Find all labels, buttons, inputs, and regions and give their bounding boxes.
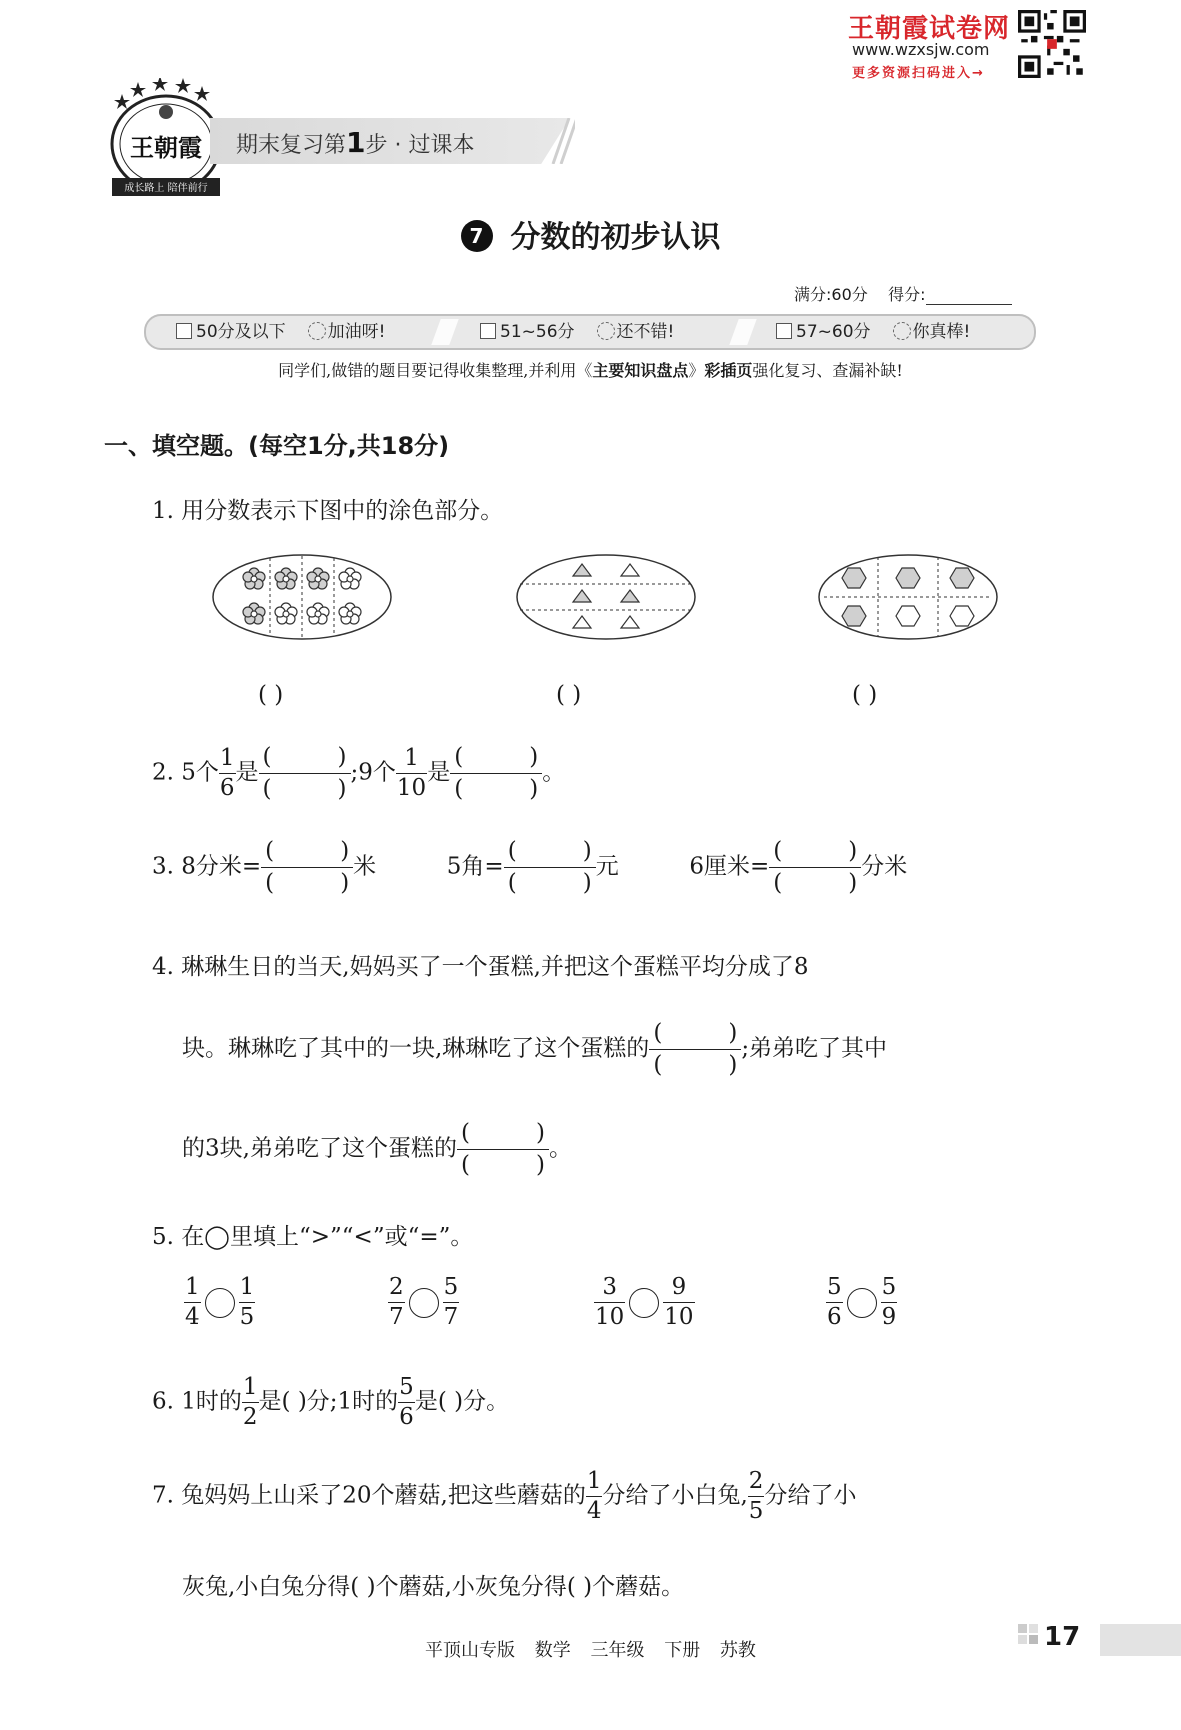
compare-circle[interactable] [629,1288,659,1318]
face-icon [597,322,615,340]
fraction-blank[interactable]: ( ) ( ) [649,1022,741,1077]
fraction-blank[interactable]: ( ) ( ) [457,1122,549,1177]
answer-blank[interactable]: ( ) [556,682,582,708]
rating-item: 57~60分 你真棒! [776,316,970,348]
section-title: 一、填空题。(每空1分,共18分) [104,432,450,460]
rating-bar [144,314,1036,350]
page-title: 7 分数的初步认识 [0,212,1181,256]
question-5: 5. 在◯里填上“>”“<”或“=”。 [152,1224,474,1250]
fraction-blank[interactable]: ( ) ( ) [504,840,596,895]
compare-pair: $\frac{1}{4}$ $\frac{1}{5}$ [185,1274,255,1330]
question-7-line-1: 7. 兔妈妈上山采了20个蘑菇,把这些蘑菇的 $\frac{1}{4}$ 分给了小白兔, $\frac{2}{5}$ 分给了小 [152,1468,857,1524]
fraction-blank[interactable]: ( ) ( ) [261,840,353,895]
score-blank[interactable] [926,288,1012,305]
answer-blank[interactable]: ( ) [258,682,284,708]
chapter-number: 7 [461,220,493,252]
banner-stripes [545,118,575,164]
compare-circle[interactable] [847,1288,877,1318]
footer-edition: 平顶山专版 数学 三年级 下册 苏教 [425,1640,756,1661]
figure-triangles [514,552,698,642]
figure-flowers [210,552,394,642]
fraction-blank[interactable]: ( ) ( ) [450,746,542,801]
rating-checkbox[interactable] [480,323,496,339]
compare-pair: $\frac{2}{7}$ $\frac{5}{7}$ [389,1274,459,1330]
question-4-line-2: 块。琳琳吃了其中的一块,琳琳吃了这个蛋糕的 ( ) ( ) ;弟弟吃了其中 [182,1020,888,1078]
fraction: $\frac{1}{6}$ [219,745,235,801]
face-icon [308,322,326,340]
rating-checkbox[interactable] [776,323,792,339]
question-1: 1. 用分数表示下图中的涂色部分。 [152,498,504,524]
fraction: $\frac{1}{10}$ [396,745,427,801]
question-6: 6. 1时的 $\frac{1}{2}$ 是( )分;1时的 $\frac{5}{6}$ 是( )分。 [152,1374,510,1430]
fraction-blank[interactable]: ( ) ( ) [259,746,351,801]
question-4-line-3: 的3块,弟弟吃了这个蛋糕的 ( ) ( ) 。 [182,1120,572,1178]
page-number-bar [1100,1624,1181,1656]
brand-motto: 成长路上 陪伴前行 [124,183,208,194]
face-icon [893,322,911,340]
page-corner-squares [1018,1624,1040,1654]
site-url: www.wzxsjw.com [852,40,990,59]
compare-circle[interactable] [205,1288,235,1318]
compare-circle[interactable] [409,1288,439,1318]
page-number: 17 [1044,1622,1081,1652]
figure-hexagons [816,552,1000,642]
instruction-note: 同学们,做错的题目要记得收集整理,并利用《主要知识盘点》彩插页强化复习、查漏补缺! [278,361,903,380]
question-3: 3. 8分米= ( ) ( ) 米 5角= ( ) ( ) 元 6厘米= ( ) ( ) 分米 [152,838,908,896]
compare-pair: $\frac{3}{10}$ $\frac{9}{10}$ [595,1274,694,1330]
step-banner-text: 期末复习第1步 · 过课本 [236,126,475,159]
site-name: 王朝霞试卷网 [848,14,1011,44]
rating-item: 50分及以下 加油呀! [176,316,385,348]
brand-logo-seal [106,78,224,202]
question-4-line-1: 4. 琳琳生日的当天,妈妈买了一个蛋糕,并把这个蛋糕平均分成了8 [152,954,809,980]
qr-code-icon [1018,10,1086,78]
score-area: 满分:60分 得分: [794,282,1012,305]
rating-checkbox[interactable] [176,323,192,339]
compare-pair: $\frac{5}{6}$ $\frac{5}{9}$ [827,1274,897,1330]
site-scan-hint: 更多资源扫码进入→ [852,66,985,81]
brand-name: 王朝霞 [130,133,202,162]
question-2: 2. 5个 $\frac{1}{6}$ 是 ( ) ( ) ;9个 $\frac{1}{10}$ 是 ( ) ( ) 。 [152,744,566,802]
fraction-blank[interactable]: ( ) ( ) [769,840,861,895]
rating-item: 51~56分 还不错! [480,316,674,348]
question-7-line-2: 灰兔,小白兔分得( )个蘑菇,小灰兔分得( )个蘑菇。 [182,1574,685,1600]
answer-blank[interactable]: ( ) [852,682,878,708]
